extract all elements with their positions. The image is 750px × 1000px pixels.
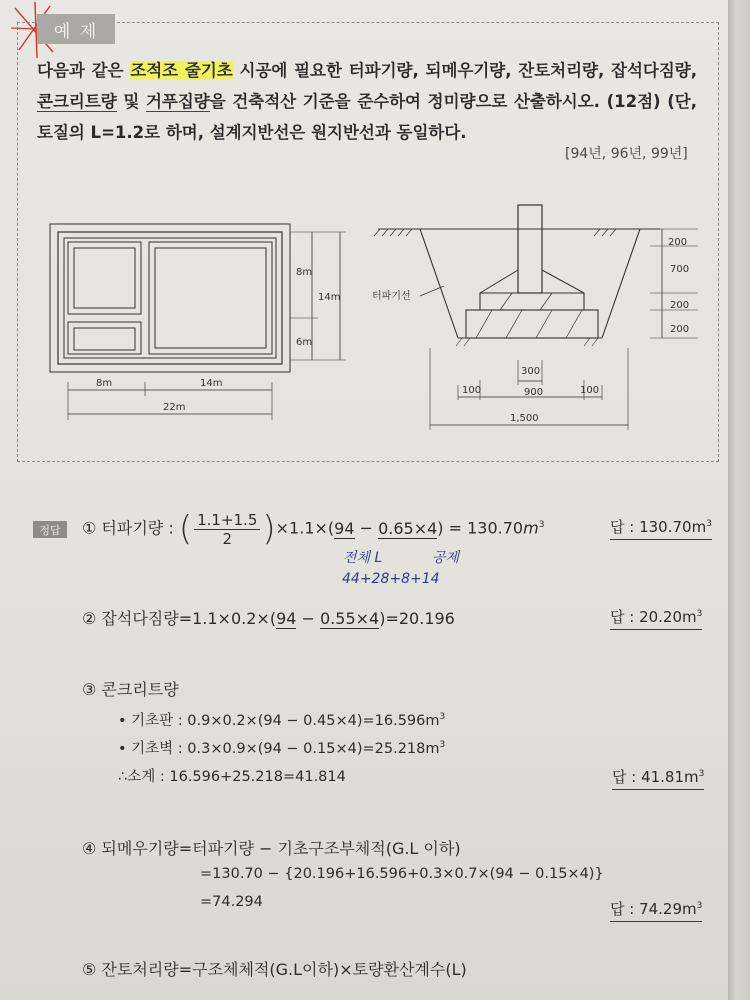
answer-2-label: ② 잡석다짐량=1.1×0.2×( <box>82 609 277 628</box>
dim-200-top: 200 <box>668 237 688 248</box>
answer-3-line2: • 기초벽 : 0.3×0.9×(94 − 0.15×4)=25.218 <box>118 741 426 757</box>
paren-close: ) <box>262 509 276 549</box>
dim-8m-bottom: 8m <box>96 378 113 389</box>
fraction-numerator: 1.1+1.5 <box>194 511 260 530</box>
answer-4-result-text: 답 : 74.29 <box>610 900 683 918</box>
dim-900: 900 <box>524 387 544 398</box>
dim-300: 300 <box>521 366 541 377</box>
dim-200-mid: 200 <box>670 300 690 311</box>
minus-sign: − <box>354 518 379 538</box>
excavation-line-label: 터파기선 <box>372 291 411 302</box>
answer-4-result: 답 : $74.29m^3$ <box>610 898 702 922</box>
answer-badge: 정답 <box>33 521 67 538</box>
answer-3-subtotal: ∴소계 : 16.596+25.218=41.814 <box>118 769 346 785</box>
answer-3-label: ③ 콘크리트량 <box>82 680 179 699</box>
fraction-denominator: 2 <box>222 529 232 548</box>
minus-sign: − <box>296 609 320 628</box>
dim-100-right: 100 <box>580 385 600 396</box>
dim-14m-bottom: 14m <box>200 378 223 389</box>
example-tab: 예 제 <box>37 14 115 44</box>
answer-2-sub: 0.55×4 <box>320 609 380 628</box>
unit-exponent: 3 <box>439 740 446 751</box>
answer-1-result: 답 : $130.70m^3$ <box>610 516 712 540</box>
dim-6m: 6m <box>296 337 313 348</box>
answer-3-result: 답 : $41.81m^3$ <box>612 766 704 790</box>
paren-open: ( <box>178 509 193 549</box>
dim-100-left: 100 <box>462 385 482 396</box>
dim-1500: 1,500 <box>510 413 539 424</box>
unit-exponent: 3 <box>538 520 545 531</box>
unit-exponent: 3 <box>696 901 703 911</box>
answer-2 <box>82 606 455 629</box>
answer-3-footing-wall: • 기초벽 : $0.3\times 0.9\times(94 - 0.15\times 4)=25.218m^3$ <box>118 740 446 757</box>
highlighted-term: 조적조 줄기초 <box>130 61 233 80</box>
unit-exponent: 3 <box>696 609 703 619</box>
answer-3-footing-plate: • 기초판 : $0.9\times 0.2\times(94 - 0.45\times 4)=16.596m^3$ <box>118 712 446 729</box>
answer-3-result-text: 답 : 41.81 <box>612 768 685 786</box>
dim-200-bot: 200 <box>670 324 690 335</box>
foundation-diagrams <box>0 0 728 470</box>
underlined-term: 콘크리트량 <box>37 92 117 111</box>
dim-14m-right: 14m <box>318 292 341 303</box>
unit-exponent: 3 <box>698 769 705 779</box>
unit-exponent: 3 <box>439 712 446 723</box>
answer-1 <box>82 509 544 549</box>
plan-view <box>50 224 346 420</box>
answer-2-result-text: 답 : 20.20 <box>610 608 683 626</box>
adjacent-page-edge <box>728 0 750 1000</box>
fraction <box>194 511 260 548</box>
answer-5-label: ⑤ 잔토처리량=구조체체적(G.L이하)×토량환산계수(L) <box>82 960 467 979</box>
answer-3-line1: • 기초판 : 0.9×0.2×(94 − 0.45×4)=16.596 <box>118 713 426 729</box>
answer-2-94: 94 <box>276 609 297 628</box>
answer-2-end: )=20.196 <box>379 609 455 628</box>
answer-4-line1: =130.70 − {20.196+16.596+0.3×0.7×(94 − 0.15×4)} <box>200 866 604 882</box>
answer-1-sub: 0.65×4 <box>378 518 438 538</box>
exam-years: [94년, 96년, 99년] <box>565 146 688 162</box>
handwritten-note-total: 전체 L <box>343 550 383 566</box>
underlined-term: 거푸집량 <box>145 92 210 111</box>
problem-part: 을 건축적산 기준을 준수하여 정미량으로 산출하시오. (12점) (단, 토질의 L=1.2로 하며, 설계지반선은 원지반선과 동일하다. <box>37 92 697 142</box>
answer-1-94: 94 <box>334 518 355 538</box>
unit-exponent: 3 <box>706 519 712 529</box>
answer-2-result: 답 : $20.20m^3$ <box>610 606 702 630</box>
problem-part: 다음과 같은 <box>37 61 131 80</box>
answer-1-mid: ×1.1×( <box>275 518 335 538</box>
dim-700: 700 <box>670 264 690 275</box>
problem-part: 시공에 필요한 터파기량, 되메우기량, 잔토처리량, 잡석다짐량, <box>232 61 698 80</box>
handwritten-note-deduct: 공제 <box>432 550 460 566</box>
answer-1-end: ) = 130.70 <box>437 518 524 538</box>
problem-part: 및 <box>116 92 146 111</box>
unit: m <box>523 518 539 538</box>
answer-4-line2: =74.294 <box>200 894 263 910</box>
handwritten-note-sum: 44+28+8+14 <box>342 571 440 587</box>
answer-1-label: ① 터파기량 : <box>82 518 174 538</box>
answer-4-label: ④ 되메우기량=터파기량 − 기초구조부체적(G.L 이하) <box>82 839 461 858</box>
dim-8m-right: 8m <box>296 267 313 278</box>
answer-1-result-text: 답 : 130.70 <box>610 518 692 536</box>
dim-22m: 22m <box>163 402 186 413</box>
